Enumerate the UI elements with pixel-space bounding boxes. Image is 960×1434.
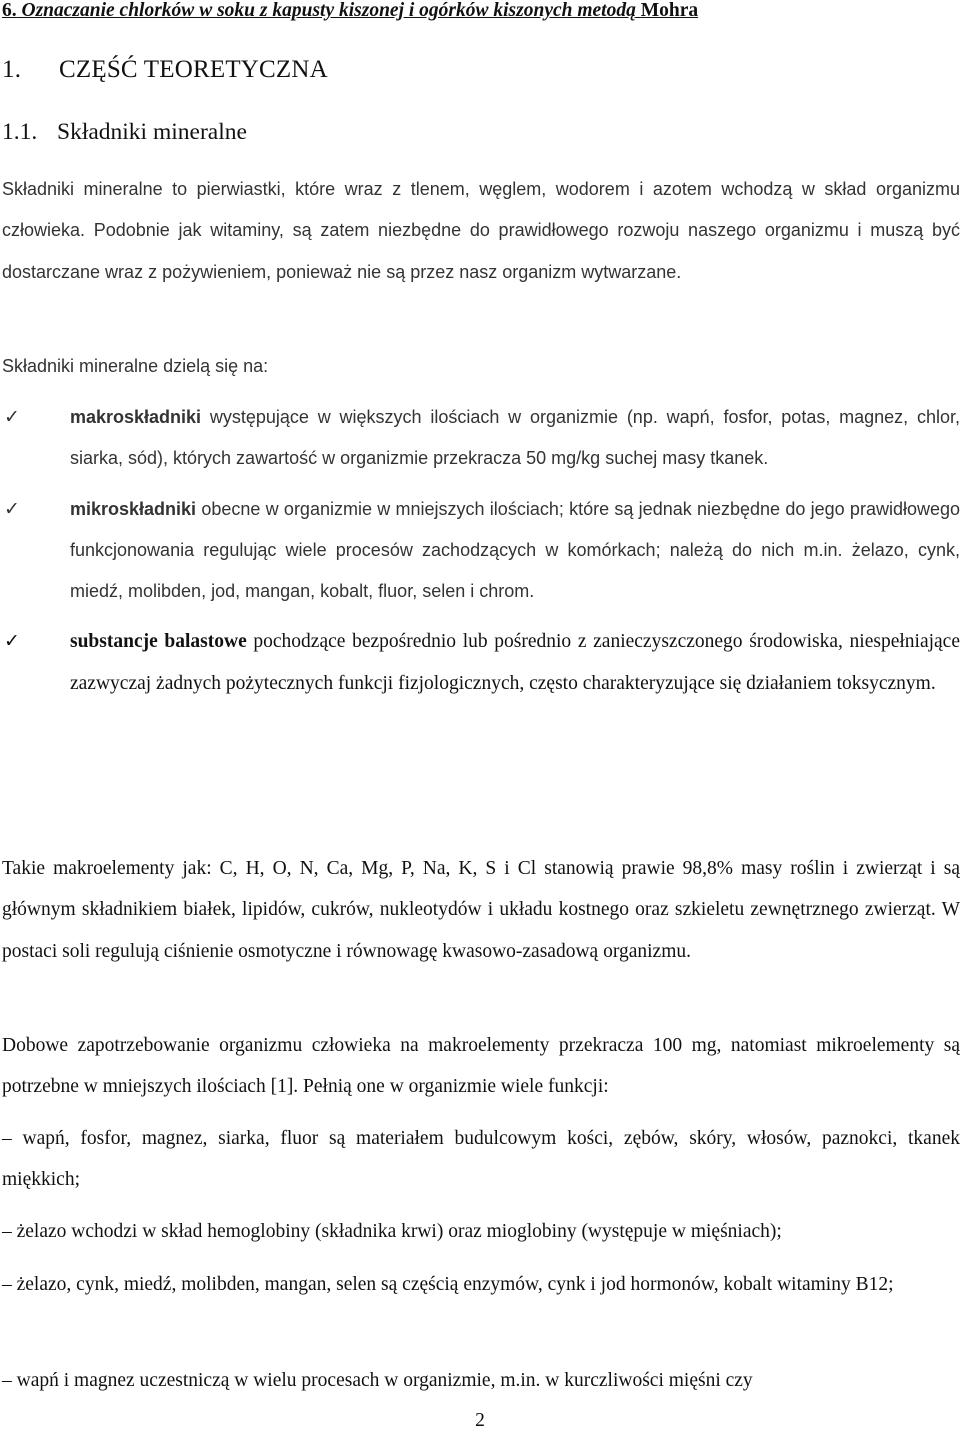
function-item-muscles: – wapń i magnez uczestniczą w wielu procesach w organizmie, m.in. w kurczliwości mięśni czy (2, 1370, 753, 1391)
chapter-title-italic: Oznaczanie chlorków w soku z kapusty kiszonej i ogórków kiszonych metodą (21, 0, 636, 21)
function-item-enzymes: – żelazo, cynk, miedź, molibden, mangan, selen są częścią enzymów, cynk i jod hormonów, kobalt witaminy B12; (2, 1274, 894, 1295)
term-ballast: substancje balastowe (70, 631, 247, 653)
function-item-building: – wapń, fosfor, magnez, siarka, fluor są materiałem budulcowym kości, zębów, skóry, włosów, paznokci, tkanek miękkich; (2, 1128, 960, 1191)
section-title: CZĘŚĆ TEORETYCZNA (59, 56, 328, 83)
desc-macro: występujące w większych ilościach w organizmie (np. wapń, fosfor, potas, magnez, chlor, siarka, sód), których zawartość w organizmie przekracza 50 mg/kg suchej masy tkanek. (70, 407, 960, 469)
chapter-title-tail: Mohra (640, 0, 699, 21)
term-micro: mikroskładniki (70, 498, 197, 519)
list-item-micro (0, 489, 960, 613)
division-paragraph: Składniki mineralne dzielą się na: (2, 356, 269, 376)
section-heading (2, 54, 328, 86)
subsection-heading (2, 116, 247, 148)
subsection-title: Składniki mineralne (57, 119, 247, 145)
daily-requirement-paragraph: Dobowe zapotrzebowanie organizmu człowieka na makroelementy przekracza 100 mg, natomiast mikroelementy są potrzebne w mniejszych ilościach [1]. Pełnią one w organizmie wiele funkcji: (2, 1035, 960, 1098)
macroelements-paragraph: Takie makroelementy jak: C, H, O, N, Ca, Mg, P, Na, K, S i Cl stanowią prawie 98,8% masy roślin i zwierząt i są głównym składnikiem białek, lipidów, cukrów, nukleotydów i układu kostnego oraz szkieletu zewnętrznego zwierząt. W postaci soli regulują ciśnienie osmotyczne i równowagę kwasowo-zasadową organizmu. (2, 858, 960, 962)
desc-ballast: pochodzące bezpośrednio lub pośrednio z zanieczyszczonego środowiska, niespełniające zazwyczaj żadnych pożytecznych funkcji fizjologicznych, często charakteryzujące się działaniem toksycznym. (70, 631, 960, 694)
checkmark-icon: ✓ (4, 406, 20, 428)
function-item-hemoglobin: – żelazo wchodzi w skład hemoglobiny (składnika krwi) oraz mioglobiny (występuje w mięśniach); (2, 1221, 782, 1242)
intro-text-b: Podobnie jak witaminy, są zatem niezbędne do prawidłowego rozwoju naszego organizmu i muszą być dostarczane wraz z pożywieniem, ponieważ nie są przez nasz organizm wytwarzane. (2, 220, 960, 282)
chapter-title (2, 0, 698, 24)
chapter-number: 6. (2, 0, 17, 21)
subsection-number: 1.1. (2, 119, 38, 145)
list-item-macro (0, 397, 960, 480)
intro-paragraph (2, 169, 960, 293)
mineral-classes-list (0, 397, 960, 704)
desc-micro: obecne w organizmie w mniejszych ilościach; które są jednak niezbędne do jego prawidłowego funkcjonowania regulując wiele procesów zachodzących w komórkach; należą do nich m.in. żelazo, cynk, miedź, molibden, jod, mangan, kobalt, fluor, selen i chrom. (70, 498, 960, 602)
term-macro: makroskładniki (70, 407, 202, 427)
checkmark-icon: ✓ (4, 630, 20, 653)
section-number: 1. (2, 56, 22, 83)
list-item-ballast (0, 621, 960, 704)
checkmark-icon: ✓ (4, 497, 20, 520)
page-number: 2 (475, 1410, 485, 1431)
intro-text-a: Składniki mineralne to pierwiastki, które wraz z tlenem, węglem, wodorem i azotem wchodzą w skład organizmu człowieka. (2, 179, 960, 241)
